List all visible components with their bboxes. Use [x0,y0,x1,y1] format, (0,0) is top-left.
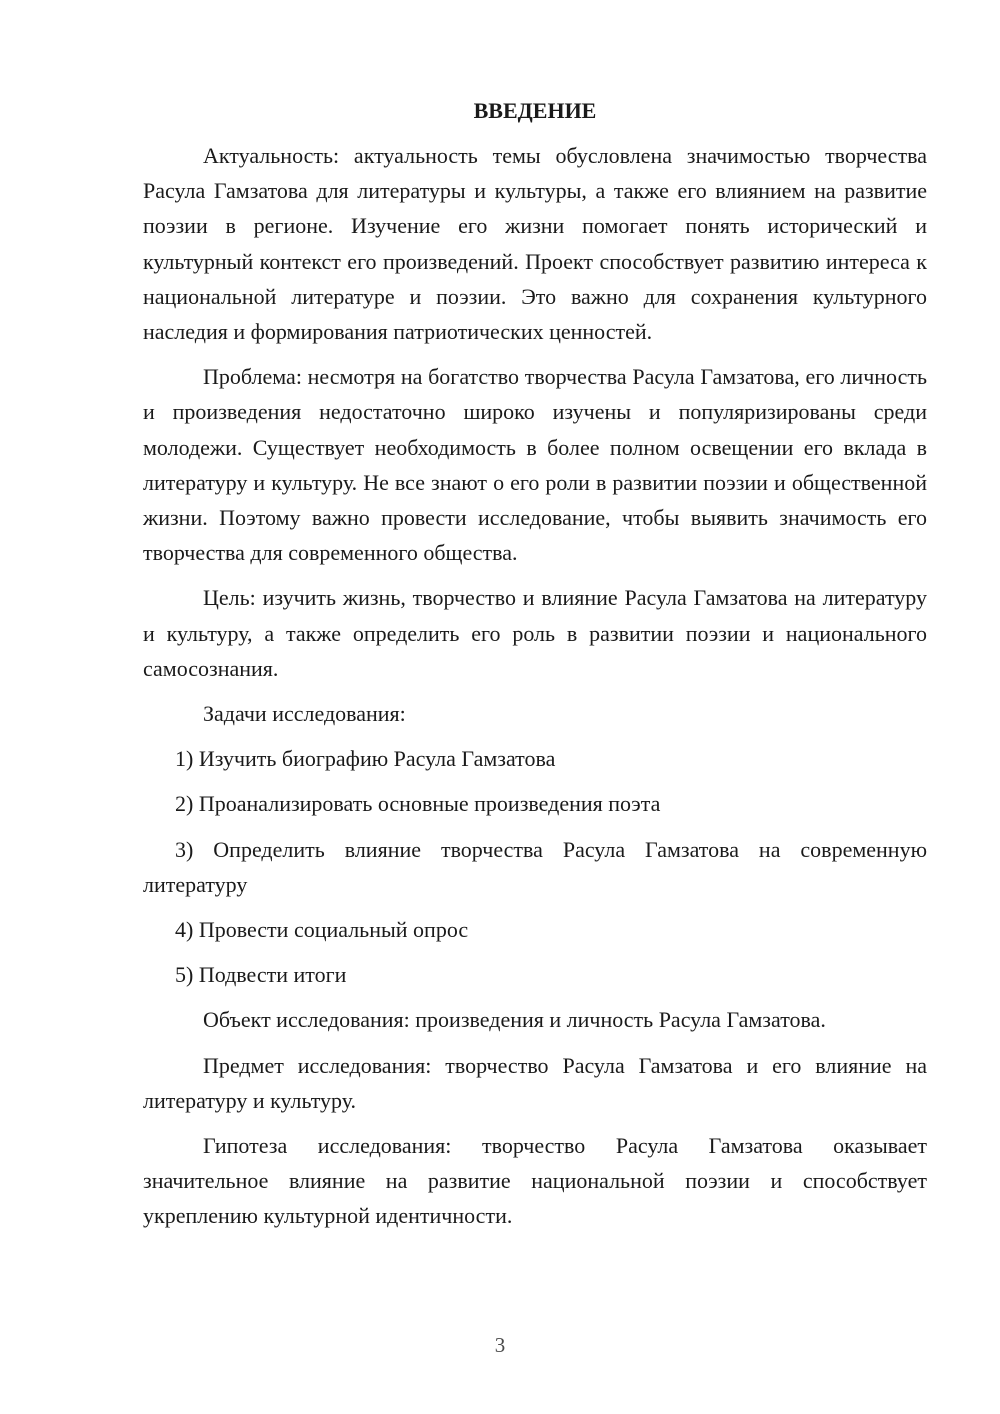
hypothesis-paragraph: Гипотеза исследования: творчество Расула Гамзатова оказывает значительное влияние на развитие национальной поэзии и способствует укреплению культурной идентичности. [143,1133,927,1229]
task-item-2: 2) Проанализировать основные произведения поэта [175,791,661,817]
problem-paragraph: Проблема: несмотря на богатство творчества Расула Гамзатова, его личность и произведения недостаточно широко изучены и популяризированы среди молодежи. Существует необходимость в более полном освещении его вклада в литературу и культуру. Не все знают о его роли в развитии поэзии и общественной жизни. Поэтому важно провести исследование, чтобы выявить значимость его творчества для современного общества. [143,364,927,566]
tasks-title: Задачи исследования: [203,701,406,727]
task-item-5: 5) Подвести итоги [175,962,347,988]
page-number: 3 [494,1333,506,1357]
object-paragraph: Объект исследования: произведения и личность Расула Гамзатова. [203,1007,826,1033]
task-item-3: 3) Определить влияние творчества Расула Гамзатова на современную литературу [143,836,927,897]
relevance-paragraph: Актуальность: актуальность темы обусловлена значимостью творчества Расула Гамзатова для литературы и культуры, а также его влиянием на развитие поэзии в регионе. Изучение его жизни помогает понять исторический и культурный контекст его произведений. Проект способствует развитию интереса к национальной литературе и поэзии. Это важно для сохранения культурного наследия и формирования патриотических ценностей. [143,143,927,345]
task-item-4: 4) Провести социальный опрос [175,917,469,943]
task-item-1: 1) Изучить биографию Расула Гамзатова [175,746,556,772]
goal-paragraph: Цель: изучить жизнь, творчество и влияние Расула Гамзатова на литературу и культуру, а также определить его роль в развитии поэзии и национального самосознания. [143,585,927,681]
tasks-list [143,741,927,992]
document-page [143,96,927,1244]
page-heading: ВВЕДЕНИЕ [473,98,597,123]
subject-paragraph: Предмет исследования: творчество Расула Гамзатова и его влияние на литературу и культуру. [143,1052,927,1113]
